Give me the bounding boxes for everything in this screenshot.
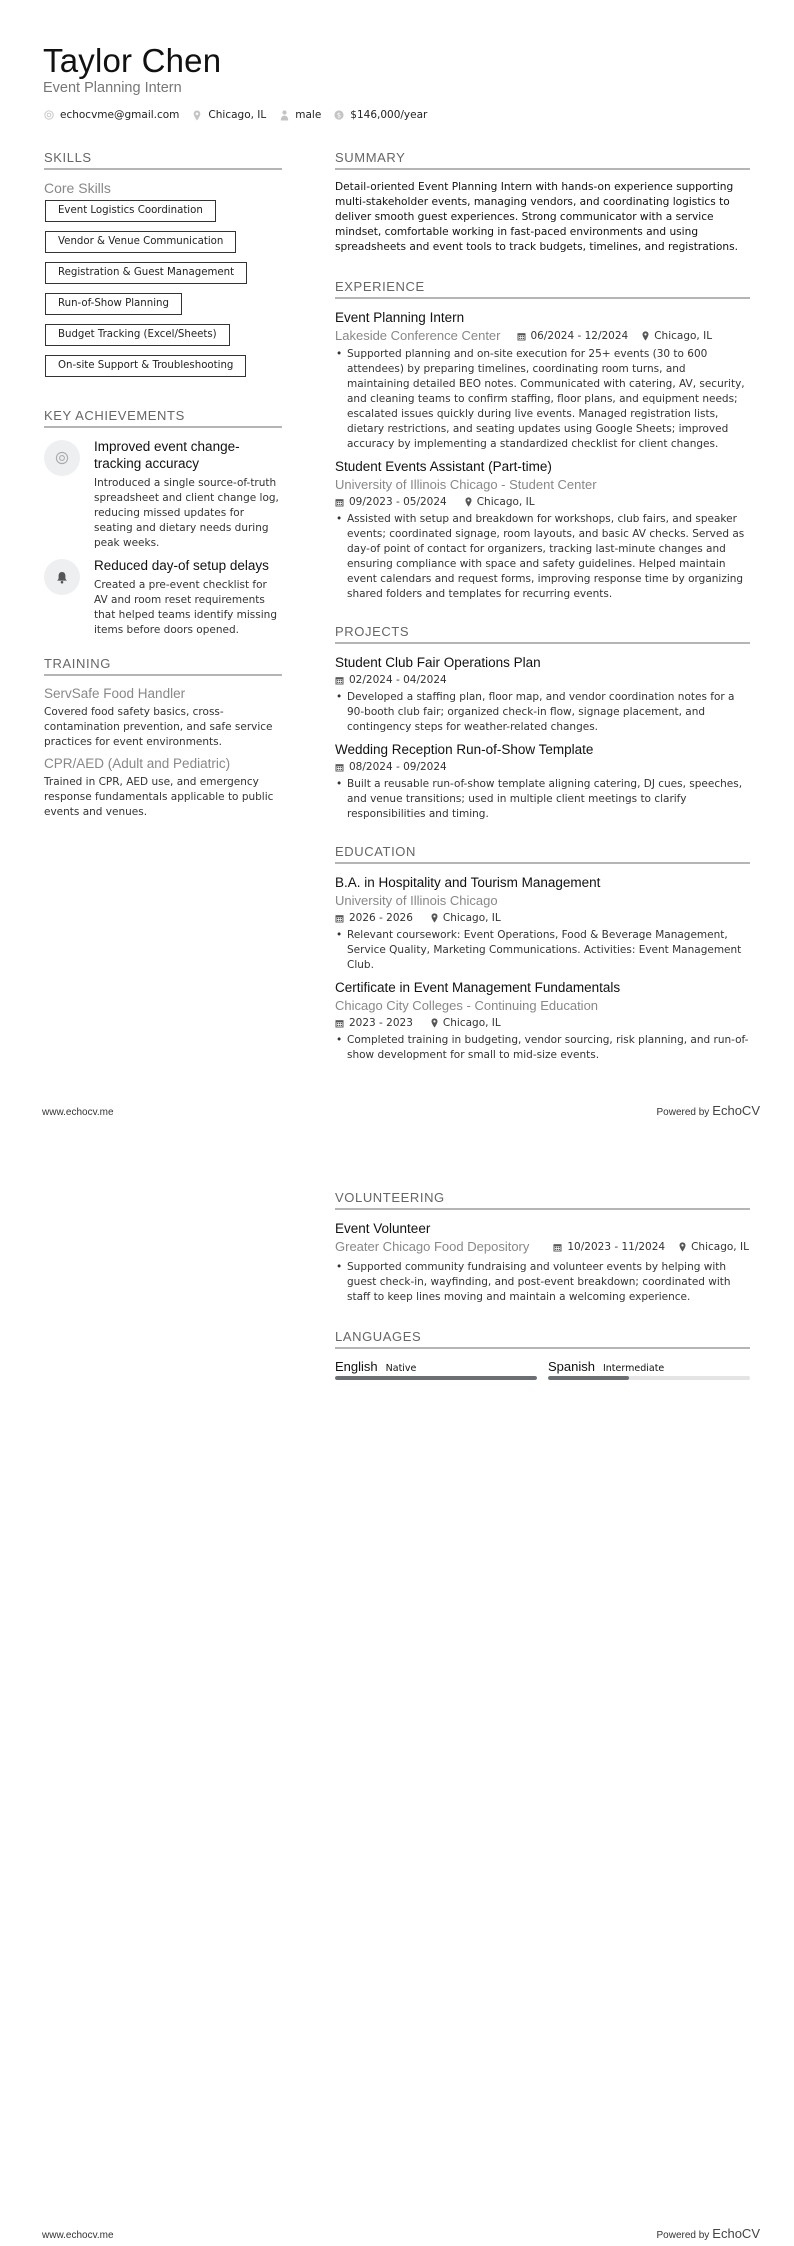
contact-bar [44,109,440,121]
calendar-icon [553,1243,562,1252]
left-column [44,150,282,826]
education-location: Chicago, IL [442,912,501,924]
job-title: Student Events Assistant (Part-time) [335,459,552,474]
map-pin-icon [192,110,202,120]
footer-powered-prefix: Powered by [656,1107,710,1118]
language-item [548,1359,750,1380]
job-location: Chicago, IL [476,496,535,508]
candidate-name: Taylor Chen [43,42,222,79]
achievement-item [44,438,282,551]
job-dates: 09/2023 - 05/2024 [349,496,447,508]
projects-title: PROJECTS [335,624,750,644]
language-proficiency-bar [335,1376,537,1380]
skill-tag: Event Logistics Coordination [45,200,216,222]
summary-title: SUMMARY [335,150,750,170]
languages-section [335,1329,750,1380]
education-dates: 2026 - 2026 [349,912,413,924]
training-item-title: ServSafe Food Handler [44,686,186,701]
candidate-role: Event Planning Intern [43,80,182,96]
volunteer-role: Event Volunteer [335,1221,431,1236]
projects-section [335,624,750,822]
dollar-icon [334,110,344,120]
job-title: Event Planning Intern [335,310,465,325]
footer-powered-prefix: Powered by [656,2230,710,2241]
language-item [335,1359,537,1380]
contact-email[interactable] [44,109,179,121]
education-bullet: • Completed training in budgeting, vendor sourcing, risk planning, and run-of-show development for small to mid-size events. [335,1033,750,1063]
skills-section [44,150,282,386]
calendar-icon [335,1019,344,1028]
calendar-icon [517,332,526,341]
footer-powered-by[interactable] [656,2226,760,2241]
footer-brand: EchoCV [712,2226,760,2241]
company-name: University of Illinois Chicago - Student Center [335,477,597,492]
project-dates: 02/2024 - 04/2024 [349,674,447,686]
achievement-desc: Introduced a single source-of-truth spreadsheet and client change log, reducing missed updates for seating and dietary needs during peak weeks. [94,477,279,549]
experience-title: EXPERIENCE [335,279,750,299]
footer-powered-by[interactable] [656,1103,760,1118]
languages-title: LANGUAGES [335,1329,750,1349]
training-item [44,756,282,820]
summary-section [335,150,750,255]
skill-tag: Budget Tracking (Excel/Sheets) [45,324,230,346]
achievement-desc: Created a pre-event checklist for AV and room reset requirements that helped teams identify missing items before doors opened. [94,579,277,636]
volunteering-section [335,1190,750,1305]
achievements-title: KEY ACHIEVEMENTS [44,408,282,428]
map-pin-icon [465,497,472,507]
contact-gender-text: male [295,109,322,121]
degree-title: B.A. in Hospitality and Tourism Management [335,875,601,890]
calendar-icon [335,763,344,772]
institution-name: University of Illinois Chicago [335,893,498,908]
project-title: Student Club Fair Operations Plan [335,655,541,670]
education-dates: 2023 - 2023 [349,1017,413,1029]
volunteering-item [335,1220,750,1305]
contact-salary-text: $146,000/year [350,109,428,121]
contact-salary [334,109,427,121]
training-item-title: CPR/AED (Adult and Pediatric) [44,756,231,771]
language-name: English [335,1359,378,1374]
volunteer-dates: 10/2023 - 11/2024 [567,1241,666,1253]
job-location: Chicago, IL [654,330,713,342]
language-level: Native [385,1363,417,1374]
contact-location-text: Chicago, IL [208,109,267,121]
skill-tag: Run-of-Show Planning [45,293,182,315]
training-item-desc: Covered food safety basics, cross-contamination prevention, and safe service practices for event environments. [44,706,273,748]
job-dates: 06/2024 - 12/2024 [530,330,629,342]
training-item [44,686,282,750]
project-item [335,654,750,735]
calendar-icon [335,914,344,923]
right-column-page-2 [335,1190,750,1380]
language-proficiency-bar [548,1376,750,1380]
experience-item [335,309,750,452]
experience-item [335,458,750,602]
footer-site-link[interactable]: www.echocv.me [42,2230,114,2241]
achievement-title: Reduced day-of setup delays [94,558,269,573]
project-dates: 08/2024 - 09/2024 [349,761,447,773]
map-pin-icon [431,1018,438,1028]
education-item [335,874,750,973]
job-bullet: • Assisted with setup and breakdown for workshops, club fairs, and speaker events; coordinated signage, room layouts, and basic AV checks. Served as day-of point of contact for organizers, tracking last-minute changes and ensuring compliance with space and safety guidelines. Helped maintain event calendars and request forms, improving response time by organizing shared folders and templates for recurring events. [335,512,750,602]
education-location: Chicago, IL [442,1017,501,1029]
project-bullet: • Developed a staffing plan, floor map, and vendor coordination notes for a 90-booth club fair; organized check-in flow, signage placement, and contingency steps for weather-related changes. [335,690,750,735]
summary-text: Detail-oriented Event Planning Intern with hands-on experience supporting multi-stakeholder events, managing vendors, and coordinating logistics to deliver smooth guest experiences. Strong communicator with a service mindset, comfortable working in fast-paced environments and using spreadsheets and event tools to track budgets, timelines, and registrations. [335,181,738,253]
skills-group-title: Core Skills [44,180,111,196]
skill-list [44,200,282,386]
company-name: Lakeside Conference Center [335,328,501,343]
training-section [44,656,282,820]
education-title: EDUCATION [335,844,750,864]
person-icon [279,110,289,120]
page-footer-2 [42,2226,760,2241]
skill-tag: On-site Support & Troubleshooting [45,355,246,377]
training-title: TRAINING [44,656,282,676]
volunteer-location: Chicago, IL [691,1241,749,1253]
experience-section [335,279,750,602]
skills-title: SKILLS [44,150,282,170]
achievement-item [44,557,282,638]
footer-brand: EchoCV [712,1103,760,1118]
volunteering-title: VOLUNTEERING [335,1190,750,1210]
svg-text:$: $ [337,111,342,120]
contact-location [192,109,266,121]
institution-name: Chicago City Colleges - Continuing Education [335,998,599,1013]
language-level: Intermediate [602,1363,665,1374]
volunteer-bullet: • Supported community fundraising and volunteer events by helping with guest check-in, wayfinding, and post-event breakdown; coordinated with staff to keep lines moving and maintain a welcoming experience. [335,1260,750,1305]
job-bullet: • Supported planning and on-site execution for 25+ events (30 to 600 attendees) by preparing timelines, coordinating room turns, and maintaining detailed BEO notes. Communicated with catering, AV, security, and cleaning teams to confirm staffing, floor plans, and equipment needs; escalated issues quickly during live events. Managed registration lists, dietary restrictions, and seating updates using Google Sheets; improved accuracy by implementing a standardized checklist for client changes. [335,347,750,452]
contact-gender [279,109,321,121]
achievement-title: Improved event change-tracking accuracy [94,439,240,471]
bell-icon [44,559,80,595]
at-icon [44,440,80,476]
page-footer [42,1103,760,1118]
project-item [335,741,750,822]
map-pin-icon [431,913,438,923]
calendar-icon [335,498,344,507]
skill-tag: Vendor & Venue Communication [45,231,236,253]
right-column [335,150,750,1069]
at-icon [44,110,54,120]
language-name: Spanish [548,1359,595,1374]
education-section [335,844,750,1063]
project-bullet: • Built a reusable run-of-show template aligning catering, DJ cues, speeches, and venue transitions; used in multiple client meetings to clarify responsibilities and timing. [335,777,750,822]
project-title: Wedding Reception Run-of-Show Template [335,742,594,757]
education-bullet: • Relevant coursework: Event Operations, Food & Beverage Management, Service Quality, Marketing Communications. Activities: Event Management Club. [335,928,750,973]
volunteer-org: Greater Chicago Food Depository [335,1239,530,1254]
footer-site-link[interactable]: www.echocv.me [42,1107,114,1118]
training-item-desc: Trained in CPR, AED use, and emergency response fundamentals applicable to public events and venues. [44,776,274,818]
calendar-icon [335,676,344,685]
achievements-section [44,408,282,638]
degree-title: Certificate in Event Management Fundamentals [335,980,621,995]
skill-tag: Registration & Guest Management [45,262,247,284]
map-pin-icon [679,1242,686,1252]
education-item [335,979,750,1063]
contact-email-text: echocvme@gmail.com [60,109,180,121]
map-pin-icon [642,331,649,341]
